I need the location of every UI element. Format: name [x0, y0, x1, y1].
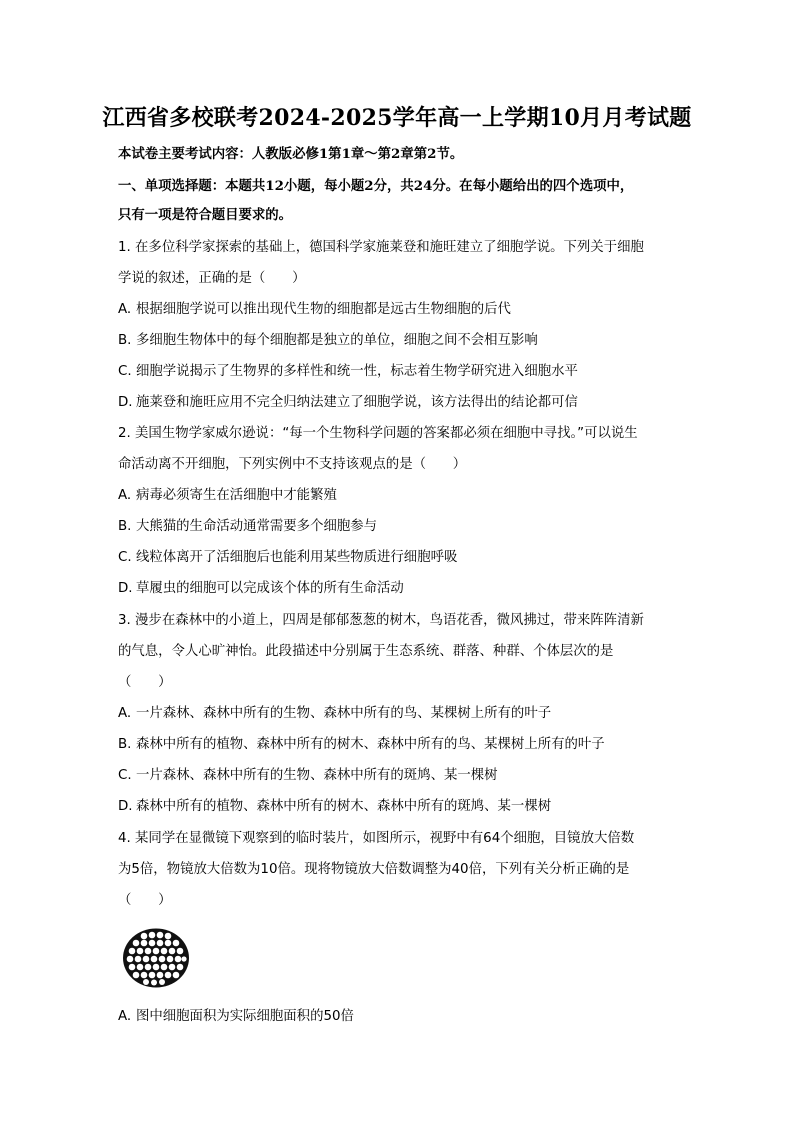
question-1-stem: 1. 在多位科学家探索的基础上，德国科学家施莱登和施旺建立了细胞学说。下列关于细胞 [118, 240, 644, 255]
option-text: 森林中所有的植物、森林中所有的树木、森林中所有的鸟、某棵树上所有的叶子 [136, 737, 605, 752]
option-text: 一片森林、森林中所有的生物、森林中所有的鸟、某棵树上所有的叶子 [136, 706, 552, 721]
question-3-stem-cont: 的气息，令人心旷神怡。此段描述中分别属于生态系统、群落、种群、个体层次的是 [118, 644, 614, 659]
question-3-option-a[interactable] [118, 704, 678, 724]
question-1-stem-cont: 学说的叙述，正确的是（ ） [118, 271, 306, 286]
question-1-option-d[interactable] [118, 393, 678, 413]
option-text: 多细胞生物体中的每个细胞都是独立的单位，细胞之间不会相互影响 [136, 333, 538, 348]
question-2-option-a[interactable] [118, 486, 678, 506]
question-4-answer-blank: （ ） [118, 893, 172, 908]
option-text: 草履虫的细胞可以完成该个体的所有生命活动 [136, 581, 404, 596]
question-3-option-c[interactable] [118, 766, 678, 786]
option-text: 根据细胞学说可以推出现代生物的细胞都是远古生物细胞的后代 [136, 302, 511, 317]
option-label: C. [118, 364, 132, 379]
question-1-option-b[interactable] [118, 331, 678, 351]
option-text: 病毒必须寄生在活细胞中才能繁殖 [136, 488, 337, 503]
exam-scope: 本试卷主要考试内容：人教版必修1第1章～第2章第2节。 [118, 146, 464, 162]
question-3-option-d[interactable] [118, 797, 678, 817]
section-heading-cont: 只有一项是符合题目要求的。 [118, 207, 293, 223]
option-text: 大熊猫的生命活动通常需要多个细胞参与 [136, 519, 378, 534]
option-label: C. [118, 768, 132, 783]
option-text: 线粒体离开了活细胞后也能利用某些物质进行细胞呼吸 [136, 550, 458, 565]
microscope-field-icon [121, 927, 191, 989]
option-label: D. [118, 395, 133, 410]
option-label: B. [118, 333, 132, 348]
question-1-option-c[interactable] [118, 362, 678, 382]
question-2-option-d[interactable] [118, 579, 678, 599]
option-label: B. [118, 737, 132, 752]
option-label: A. [118, 488, 132, 503]
option-label: A. [118, 1009, 132, 1024]
question-3-answer-blank: （ ） [118, 675, 172, 690]
section-heading: 一、单项选择题：本题共12小题，每小题2分，共24分。在每小题给出的四个选项中， [118, 178, 634, 194]
question-3-option-b[interactable] [118, 735, 678, 755]
option-label: D. [118, 581, 133, 596]
option-label: D. [118, 799, 133, 814]
option-text: 施莱登和施旺应用不完全归纳法建立了细胞学说，该方法得出的结论都可信 [136, 395, 578, 410]
option-text: 细胞学说揭示了生物界的多样性和统一性，标志着生物学研究进入细胞水平 [136, 364, 578, 379]
option-text: 图中细胞面积为实际细胞面积的50倍 [136, 1009, 354, 1024]
option-label: A. [118, 706, 132, 721]
question-2-stem: 2. 美国生物学家威尔逊说：“每一个生物科学问题的答案都必须在细胞中寻找。”可以说生 [118, 426, 638, 441]
question-2-stem-cont: 命活动离不开细胞，下列实例中不支持该观点的是（ ） [118, 457, 467, 472]
option-text: 森林中所有的植物、森林中所有的树木、森林中所有的斑鸠、某一棵树 [136, 799, 552, 814]
option-label: A. [118, 302, 132, 317]
question-1-option-a[interactable] [118, 300, 678, 320]
page-title: 江西省多校联考2024-2025学年高一上学期10月月考试题 [102, 105, 692, 131]
question-4-stem: 4. 某同学在显微镜下观察到的临时装片，如图所示，视野中有64个细胞，目镜放大倍数 [118, 831, 635, 846]
question-4-stem-cont: 为5倍，物镜放大倍数为10倍。现将物镜放大倍数调整为40倍，下列有关分析正确的是 [118, 862, 630, 877]
option-label: C. [118, 550, 132, 565]
question-4-option-a[interactable] [118, 1007, 678, 1027]
question-3-stem: 3. 漫步在森林中的小道上，四周是郁郁葱葱的树木，鸟语花香，微风拂过，带来阵阵清新 [118, 613, 644, 628]
question-2-option-b[interactable] [118, 517, 678, 537]
question-2-option-c[interactable] [118, 548, 678, 568]
option-label: B. [118, 519, 132, 534]
option-text: 一片森林、森林中所有的生物、森林中所有的斑鸠、某一棵树 [136, 768, 498, 783]
